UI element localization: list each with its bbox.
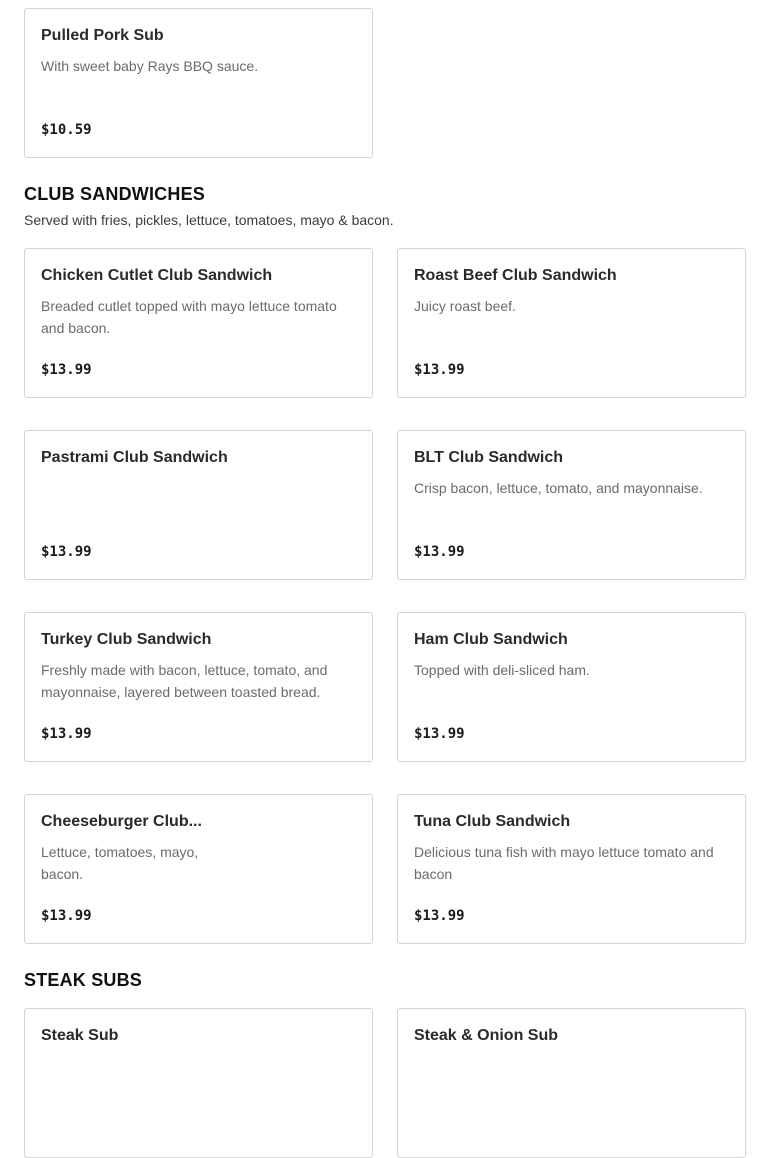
menu-item-name: Roast Beef Club Sandwich	[414, 267, 617, 284]
section-title-club-sandwiches: CLUB SANDWICHES	[24, 184, 205, 204]
menu-item-name: Turkey Club Sandwich	[41, 631, 212, 648]
menu-item-name: Steak & Onion Sub	[414, 1027, 559, 1044]
menu-item-name: Pastrami Club Sandwich	[41, 449, 228, 466]
menu-item-name: Steak Sub	[41, 1027, 119, 1044]
menu-item-price: $13.99	[414, 362, 465, 378]
menu-item-price: $13.99	[414, 908, 465, 924]
menu-item-card-ham-club[interactable]	[397, 612, 746, 762]
menu-item-description: Breaded cutlet topped with mayo lettuce tomato and bacon.	[41, 298, 337, 336]
section-title-steak-subs: STEAK SUBS	[24, 970, 143, 990]
menu-item-card-steak-onion-sub[interactable]	[397, 1008, 746, 1158]
menu-item-price: $10.59	[41, 122, 92, 138]
menu-item-name: BLT Club Sandwich	[414, 449, 564, 466]
menu-item-price: $13.99	[414, 726, 465, 742]
menu-item-card-blt-club[interactable]	[397, 430, 746, 580]
menu-item-card-turkey-club[interactable]	[24, 612, 373, 762]
menu-item-name: Pulled Pork Sub	[41, 27, 164, 44]
menu-item-card-chicken-cutlet-club[interactable]	[24, 248, 373, 398]
menu-item-price: $13.99	[41, 908, 92, 924]
menu-item-card-roast-beef-club[interactable]	[397, 248, 746, 398]
menu-item-card-tuna-club[interactable]	[397, 794, 746, 944]
menu-item-card-pulled-pork-sub[interactable]	[24, 8, 373, 158]
menu-item-description: With sweet baby Rays BBQ sauce.	[41, 58, 259, 74]
section-subtitle-club-sandwiches: Served with fries, pickles, lettuce, tomatoes, mayo & bacon.	[24, 212, 394, 228]
menu-item-name: Cheeseburger Club...	[41, 813, 202, 830]
menu-item-description: Juicy roast beef.	[414, 298, 516, 314]
menu-item-price: $13.99	[414, 544, 465, 560]
menu-item-name: Tuna Club Sandwich	[414, 813, 571, 830]
menu-item-price: $13.99	[41, 362, 92, 378]
menu-item-price: $13.99	[41, 544, 92, 560]
menu-item-description: Crisp bacon, lettuce, tomato, and mayonnaise.	[414, 480, 703, 496]
menu-item-description: Delicious tuna fish with mayo lettuce tomato and bacon	[414, 844, 714, 882]
menu-item-card-cheeseburger-club[interactable]	[24, 794, 373, 944]
menu-item-description: Freshly made with bacon, lettuce, tomato, and mayonnaise, layered between toasted bread.	[41, 662, 328, 700]
menu-item-description: Lettuce, tomatoes, mayo, bacon.	[41, 844, 199, 882]
menu-item-name: Ham Club Sandwich	[414, 631, 568, 648]
menu-item-description: Topped with deli-sliced ham.	[414, 662, 590, 678]
menu-item-name: Chicken Cutlet Club Sandwich	[41, 267, 273, 284]
menu-item-card-pastrami-club[interactable]	[24, 430, 373, 580]
menu-item-card-steak-sub[interactable]	[24, 1008, 373, 1158]
menu-item-price: $13.99	[41, 726, 92, 742]
